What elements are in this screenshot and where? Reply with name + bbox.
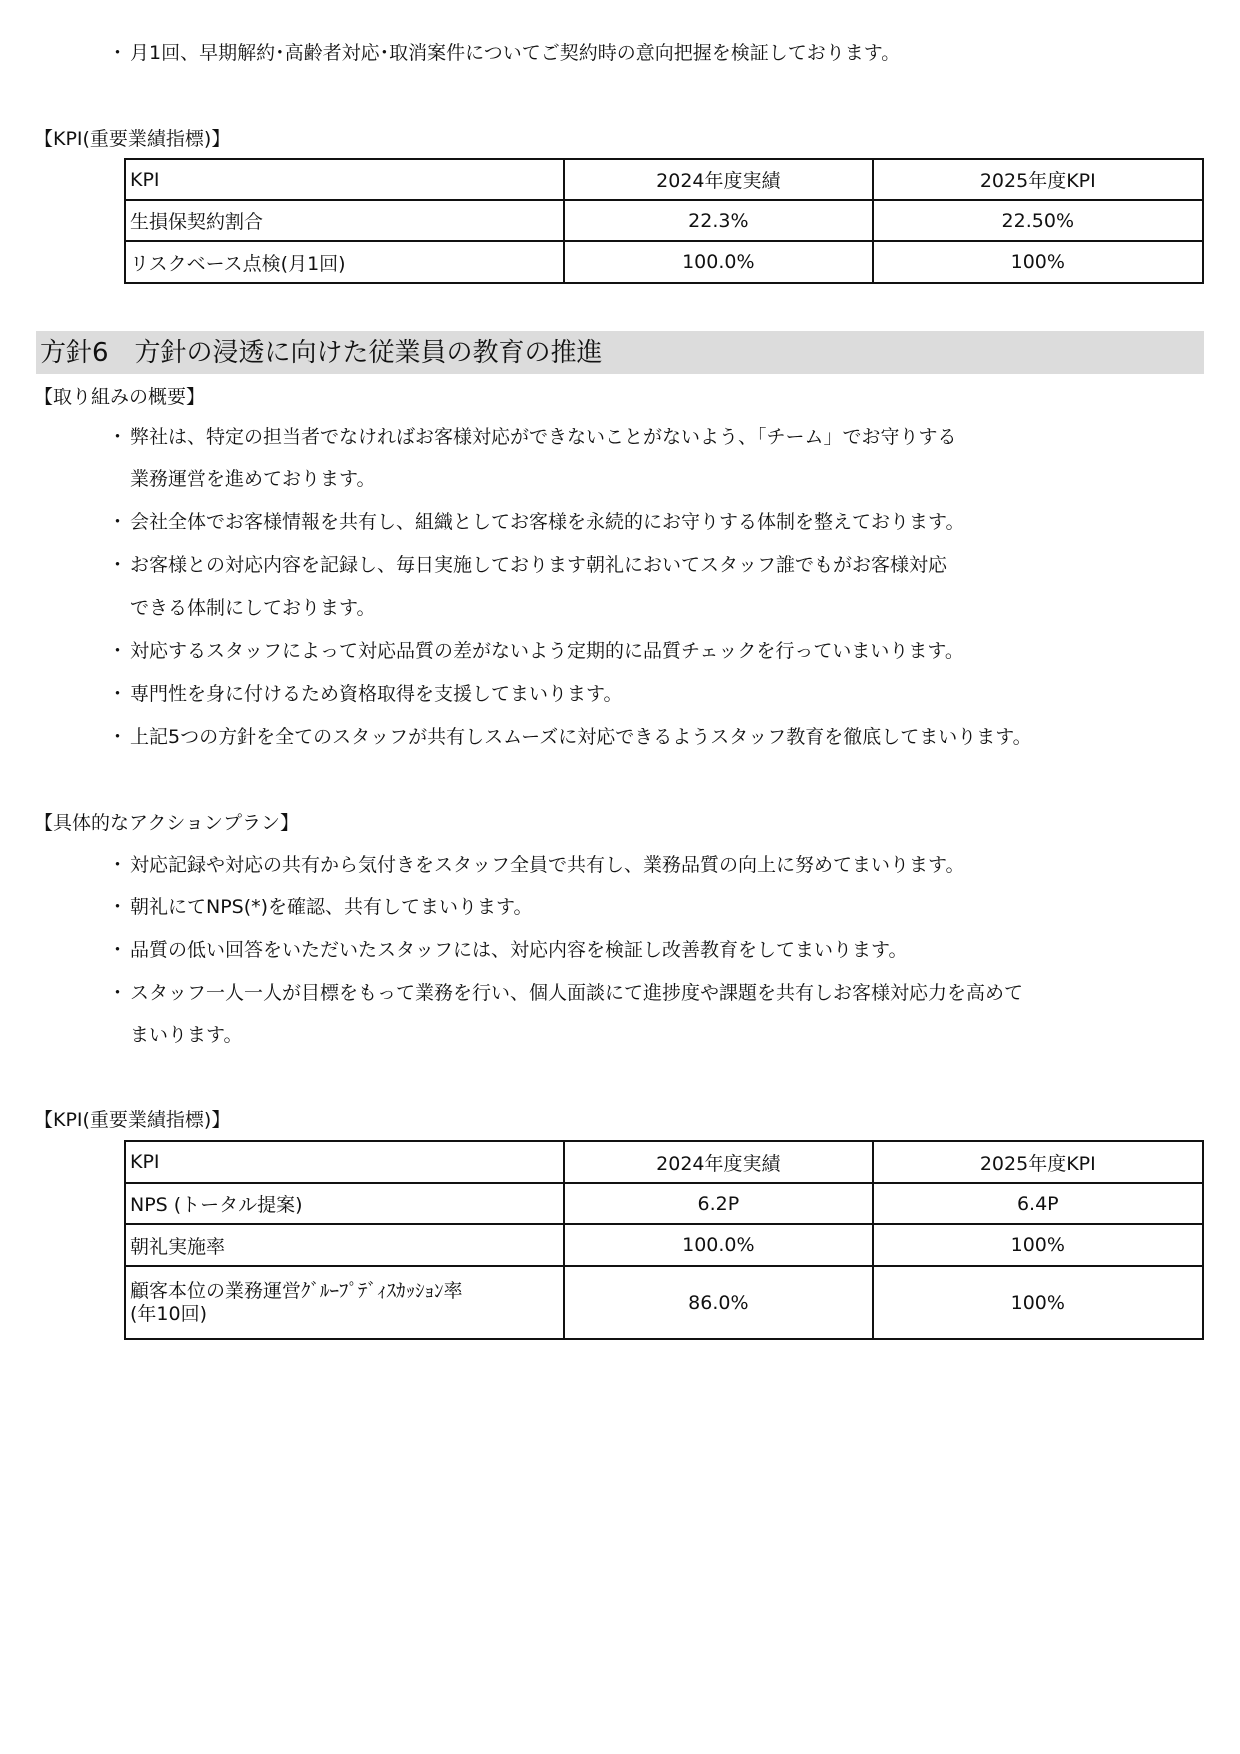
bullet-text: 専門性を身に付けるため資格取得を支援してまいります。 [130, 683, 623, 705]
bullet-text: 品質の低い回答をいただいたスタッフには、対応内容を検証し改善教育をしてまいります。 [130, 939, 908, 961]
table-cell: 100.0% [564, 1224, 872, 1266]
kpi-table-1 [124, 158, 1204, 284]
table-cell: 22.50% [873, 200, 1203, 241]
bullet-mark: ・ [108, 854, 128, 876]
bullet-text: 弊社は、特定の担当者でなければお客様対応ができないことがないよう、「チーム」でお守りする [130, 426, 957, 448]
table-header-row [125, 1141, 1203, 1183]
action-bullet [108, 937, 907, 963]
table-header-cell: 2024年度実績 [564, 1141, 872, 1183]
table-cell: 100.0% [564, 241, 872, 283]
bullet-text: 朝礼にてNPS(*)を確認、共有してまいります。 [130, 896, 533, 918]
section-heading: 方針6 方針の浸透に向けた従業員の教育の推進 [40, 338, 603, 368]
table-header-row [125, 159, 1203, 200]
table-cell: NPS (トータル提案) [125, 1183, 564, 1224]
bullet-mark: ・ [108, 511, 128, 533]
table-cell: 朝礼実施率 [125, 1224, 564, 1266]
bullet-mark: ・ [108, 554, 128, 576]
bullet-mark: ・ [108, 683, 128, 705]
table-cell: 顧客本位の業務運営ｸﾞﾙｰﾌﾟﾃﾞｨｽｶｯｼｮﾝ率 (年10回) [125, 1266, 564, 1339]
overview-label: 【取り組みの概要】 [34, 386, 206, 408]
kpi-label-1: 【KPI(重要業績指標)】 [34, 128, 231, 150]
bullet-mark: ・ [108, 426, 128, 448]
bullet-mark: ・ [108, 982, 128, 1004]
bullet-text: 会社全体でお客様情報を共有し、組織としてお客様を永続的にお守りする体制を整えております。 [130, 511, 965, 533]
table-cell: 100% [873, 1224, 1203, 1266]
action-bullet-continuation: まいります。 [130, 1024, 243, 1046]
bullet-text: 対応するスタッフによって対応品質の差がないよう定期的に品質チェックを行っていまいります。 [130, 640, 964, 662]
bullet-mark: ・ [108, 896, 128, 918]
table-cell: リスクベース点検(月1回) [125, 241, 564, 283]
action-bullet [108, 894, 533, 920]
table-cell: 6.2P [564, 1183, 872, 1224]
bullet-text: 対応記録や対応の共有から気付きをスタッフ全員で共有し、業務品質の向上に努めてまいります。 [130, 854, 965, 876]
table-header-cell: 2025年度KPI [873, 159, 1203, 200]
bullet-mark: ・ [108, 939, 128, 961]
table-row [125, 200, 1203, 241]
table-header-cell: 2024年度実績 [564, 159, 872, 200]
table-cell: 6.4P [873, 1183, 1203, 1224]
overview-bullet-continuation: できる体制にしております。 [130, 597, 376, 619]
bullet-text: スタッフ一人一人が目標をもって業務を行い、個人面談にて進捗度や課題を共有しお客様対応力を高めて [130, 982, 1024, 1004]
overview-bullet [108, 681, 622, 707]
top-bullet [108, 40, 900, 66]
overview-bullet [108, 638, 964, 664]
kpi-label-2: 【KPI(重要業績指標)】 [34, 1109, 231, 1131]
kpi-table-2 [124, 1140, 1204, 1340]
action-plan-label: 【具体的なアクションプラン】 [34, 812, 300, 834]
table-header-cell: KPI [125, 1141, 564, 1183]
action-bullet [108, 852, 964, 878]
overview-bullet [108, 509, 964, 535]
bullet-text: お客様との対応内容を記録し、毎日実施しております朝礼においてスタッフ誰でもがお客様対応 [130, 554, 948, 576]
bullet-text: 上記5つの方針を全てのスタッフが共有しスムーズに対応できるようスタッフ教育を徹底してまいります。 [130, 726, 1032, 748]
table-cell: 86.0% [564, 1266, 872, 1339]
action-bullet [108, 980, 1023, 1006]
table-header-cell: KPI [125, 159, 564, 200]
table-cell: 生損保契約割合 [125, 200, 564, 241]
table-cell: 100% [873, 241, 1203, 283]
table-row [125, 241, 1203, 283]
bullet-mark: ・ [108, 726, 128, 748]
overview-bullet [108, 552, 947, 578]
bullet-mark: ・ [108, 640, 128, 662]
table-cell: 100% [873, 1266, 1203, 1339]
table-row [125, 1266, 1203, 1339]
bullet-mark: ・ [108, 42, 128, 64]
table-header-cell: 2025年度KPI [873, 1141, 1203, 1183]
table-row [125, 1183, 1203, 1224]
top-bullet-text: 月1回、早期解約･高齢者対応･取消案件についてご契約時の意向把握を検証しております。 [130, 42, 901, 64]
overview-bullet [108, 424, 957, 450]
overview-bullet-continuation: 業務運営を進めております。 [130, 468, 376, 490]
overview-bullet [108, 724, 1032, 750]
table-row [125, 1224, 1203, 1266]
table-cell: 22.3% [564, 200, 872, 241]
